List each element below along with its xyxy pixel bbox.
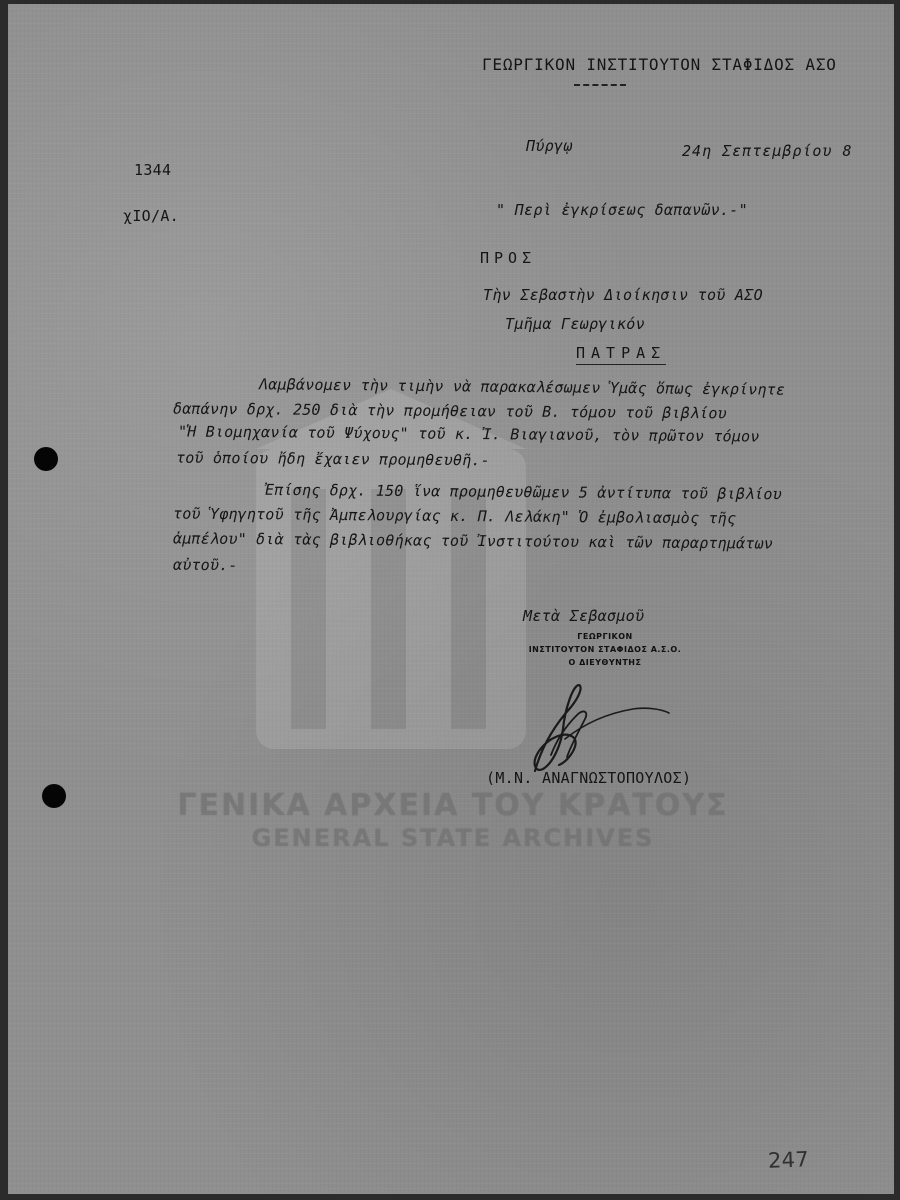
- stamp-line: ΙΝΣΤΙΤΟΥΤΟΝ ΣΤΑΦΙΔΟΣ Α.Σ.Ο.: [528, 645, 682, 654]
- reference-number: 1344: [134, 161, 172, 179]
- recipient-line-1: Τὴν Σεβαστὴν Διοίκησιν τοῦ ΑΣΟ: [483, 286, 763, 304]
- subject-line: " Περὶ ἐγκρίσεως δαπανῶν.-": [496, 201, 748, 219]
- institution-header: ΓΕΩΡΓΙΚΟΝ ΙΝΣΤΙΤΟΥΤΟΝ ΣΤΑΦΙΔΟΣ ΑΣΟ: [482, 55, 837, 74]
- body-line: δαπάνην δρχ. 250 διὰ τὴν προμήθειαν τοῦ Β. τόμου τοῦ βιβλίου: [172, 399, 727, 423]
- body-line: "Ἡ Βιομηχανία τοῦ Ψύχους" τοῦ κ. Ἰ. Βιαγιανοῦ, τὸν πρῶτον τόμον: [177, 422, 760, 446]
- signatory-name: (Μ.Ν. ΑΝΑΓΝΩΣΤΟΠΟΥΛΟΣ): [486, 769, 692, 787]
- body-line: τοῦ ὁποίου ἤδη ἔχαιεν προμηθευθῆ.-: [175, 448, 490, 470]
- recipient-line-2: Τμῆμα Γεωργικόν: [505, 315, 645, 333]
- body-line: Ἐπίσης δρχ. 150 ἵνα προμηθευθῶμεν 5 ἀντίτυπα τοῦ βιβλίου: [264, 480, 783, 504]
- watermark-greek: ΓΕΝΙΚΑ ΑΡΧΕΙΑ ΤΟΥ ΚΡΑΤΟΥΣ: [177, 788, 729, 823]
- body-line: τοῦ Ὑφηγητοῦ τῆς Ἀμπελουργίας κ. Π. Λελάκη" Ὁ ἐμβολιασμὸς τῆς: [172, 504, 737, 528]
- punch-hole: [34, 447, 58, 471]
- header-underline: [574, 84, 626, 86]
- punch-hole: [42, 784, 66, 808]
- body-line: Λαμβάνομεν τὴν τιμὴν νὰ παρακαλέσωμεν Ὑμᾶς ὅπως ἐγκρίνητε: [258, 375, 786, 399]
- recipient-city: ΠΑΤΡΑΣ: [576, 344, 666, 365]
- stamp-line: Ο ΔΙΕΥΘΥΝΤΗΣ: [568, 658, 642, 667]
- director-stamp: [500, 630, 710, 669]
- body-line: αὐτοῦ.-: [172, 555, 238, 575]
- document-page: [8, 4, 894, 1194]
- body-line: ἀμπέλου" διὰ τὰς βιβλιοθήκας τοῦ Ἰνστιτούτου καὶ τῶν παραρτημάτων: [172, 529, 774, 553]
- closing-text: Μετὰ Σεβασμοῦ: [523, 607, 645, 625]
- stamp-line: ΓΕΩΡΓΙΚΟΝ: [577, 632, 633, 641]
- recipient-label: ΠΡΟΣ: [480, 249, 537, 267]
- archive-watermark: [173, 789, 733, 853]
- watermark-english: GENERAL STATE ARCHIVES: [251, 824, 655, 852]
- place-text: Πύργῳ: [526, 137, 573, 155]
- reference-code: χΙΟ/Α.: [123, 207, 179, 225]
- date-text: 24η Σεπτεμβρίου 8: [682, 142, 853, 160]
- page-number: 247: [767, 1147, 810, 1173]
- handwritten-signature: [513, 679, 673, 779]
